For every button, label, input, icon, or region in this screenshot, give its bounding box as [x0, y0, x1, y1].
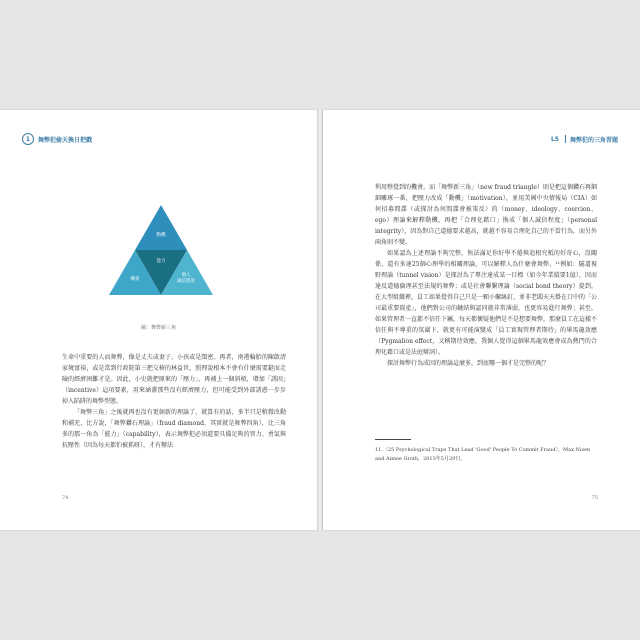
label-motivation: 動機 [156, 233, 166, 238]
footnote-11: 11.〈25 Psychological Traps That Lead 'Good' People To Commit Fraud〉，Max Nisen and Aimee Groth，2013年5月29日。 [375, 447, 591, 462]
triangle-top [135, 205, 187, 250]
right-paragraph-3: 探討舞弊行為成因的理論這麼多，到底哪一個才是完整的呢？ [387, 360, 550, 367]
chapter-badge: 1 [22, 133, 34, 145]
right-body-text [375, 182, 597, 369]
right-paragraph-2: 如果認為上述理論不夠完整，無法滿足你好學不倦與追根究柢的好奇心，沒關係，還有多達25個心理學的相關理論，可以解釋人為什麼會舞弊。¹¹例如：隧道視野理論（tunnel vision）是探討為了專注達成某一目標（如今年業績要1億），因而達反道德倫理甚至法規的舞弊；或是社會聯繫理論（social bond theory）提到，在大型組織裡，員工如果覺得自己只是一顆小螺絲釘，並非老闆天天掛在口中的「公司最重要資產」，他們對公司的鏈結與認同就非常薄弱，也更容易進行舞弊；甚至，如果管理者一直都不信任下屬，每天都懷疑他們是不是想要舞弊，那麼員工在這樣不信任與不尊重的氛圍下，就更有可能演變成「員工實現管理者期待」的畢馬龍效應（Pygmalion effect，又稱期待效應，我個人覺得這個畢馬龍效應會成為熱門的合理化藉口或是法庭辯詞）。 [375, 250, 598, 356]
label-integrity [171, 273, 201, 285]
left-body-text [62, 352, 286, 451]
left-header-title: 舞弊犯偷天換日把戲 [38, 136, 93, 144]
label-capability: 能力 [156, 259, 166, 264]
section-tag: L5 [550, 135, 559, 143]
right-running-header [549, 132, 618, 146]
diagram-caption: 圖：舞弊新三角 [140, 325, 176, 331]
left-page [0, 110, 317, 530]
right-page-number: 75 [591, 495, 598, 501]
label-opportunity: 機會 [130, 277, 140, 282]
header-divider [565, 135, 566, 143]
left-paragraph-2: 「舞弊三角」之後就再也沒有更創新的理論了，就算有的話，多半只是稍微改動和補充，比方說，「舞弊鑽石理論」（fraud diamond，其實就是舞弊四角），比三角多的那一角為「能力」（capability），表示舞弊犯必須還要具備足夠的智力、勇氣與抗壓性（因為每天都怕被抓呀），才有辦法 [62, 409, 286, 449]
footnote-rule [375, 439, 411, 440]
fraud-triangle-diagram [109, 205, 213, 295]
label-integrity-line2: 誠信程度 [177, 279, 195, 284]
right-paragraph-1: 利用整覺到的機會。而「舞弊新三角」（new fraud triangle）則是把這個鑽石再細細雕琢一番，把壓力改成「動機」（motivation），並用美國中央情報局（CIA）如何招募間諜（或探討為何間諜會被策反）的（money、ideology、coercion、ego）理論來解釋動機，再把「合理化藉口」換成「個人誠信程度」（personal integrity），因為對自己道德要求越高，就越不容易合理化自己的不當行為，而另外兩角則不變。 [375, 184, 597, 246]
right-header-title: 舞弊犯的三角習題 [569, 136, 618, 144]
left-running-header [22, 132, 92, 146]
label-integrity-line1: 個人 [181, 273, 191, 278]
left-paragraph-1: 生命中重要的人而舞弊，像是丈夫或妻子、小孩或是閨密。再者，南港輪胎的陳啟清家境富裕，或是當到行政院第三把交椅的林益世，照理說根本不會有什麼需要鋌而走險的經濟困難才是。因此，小史就把原來的「壓力」，再補上一個斜槓，增加「誘因」（incentive）這項要素，用來涵蓋那些沒有經濟壓力，但可能受到外部誘惑一步步掉入陷阱的舞弊型態。 [62, 354, 286, 405]
right-page [323, 110, 640, 530]
left-page-number: 74 [62, 495, 69, 501]
